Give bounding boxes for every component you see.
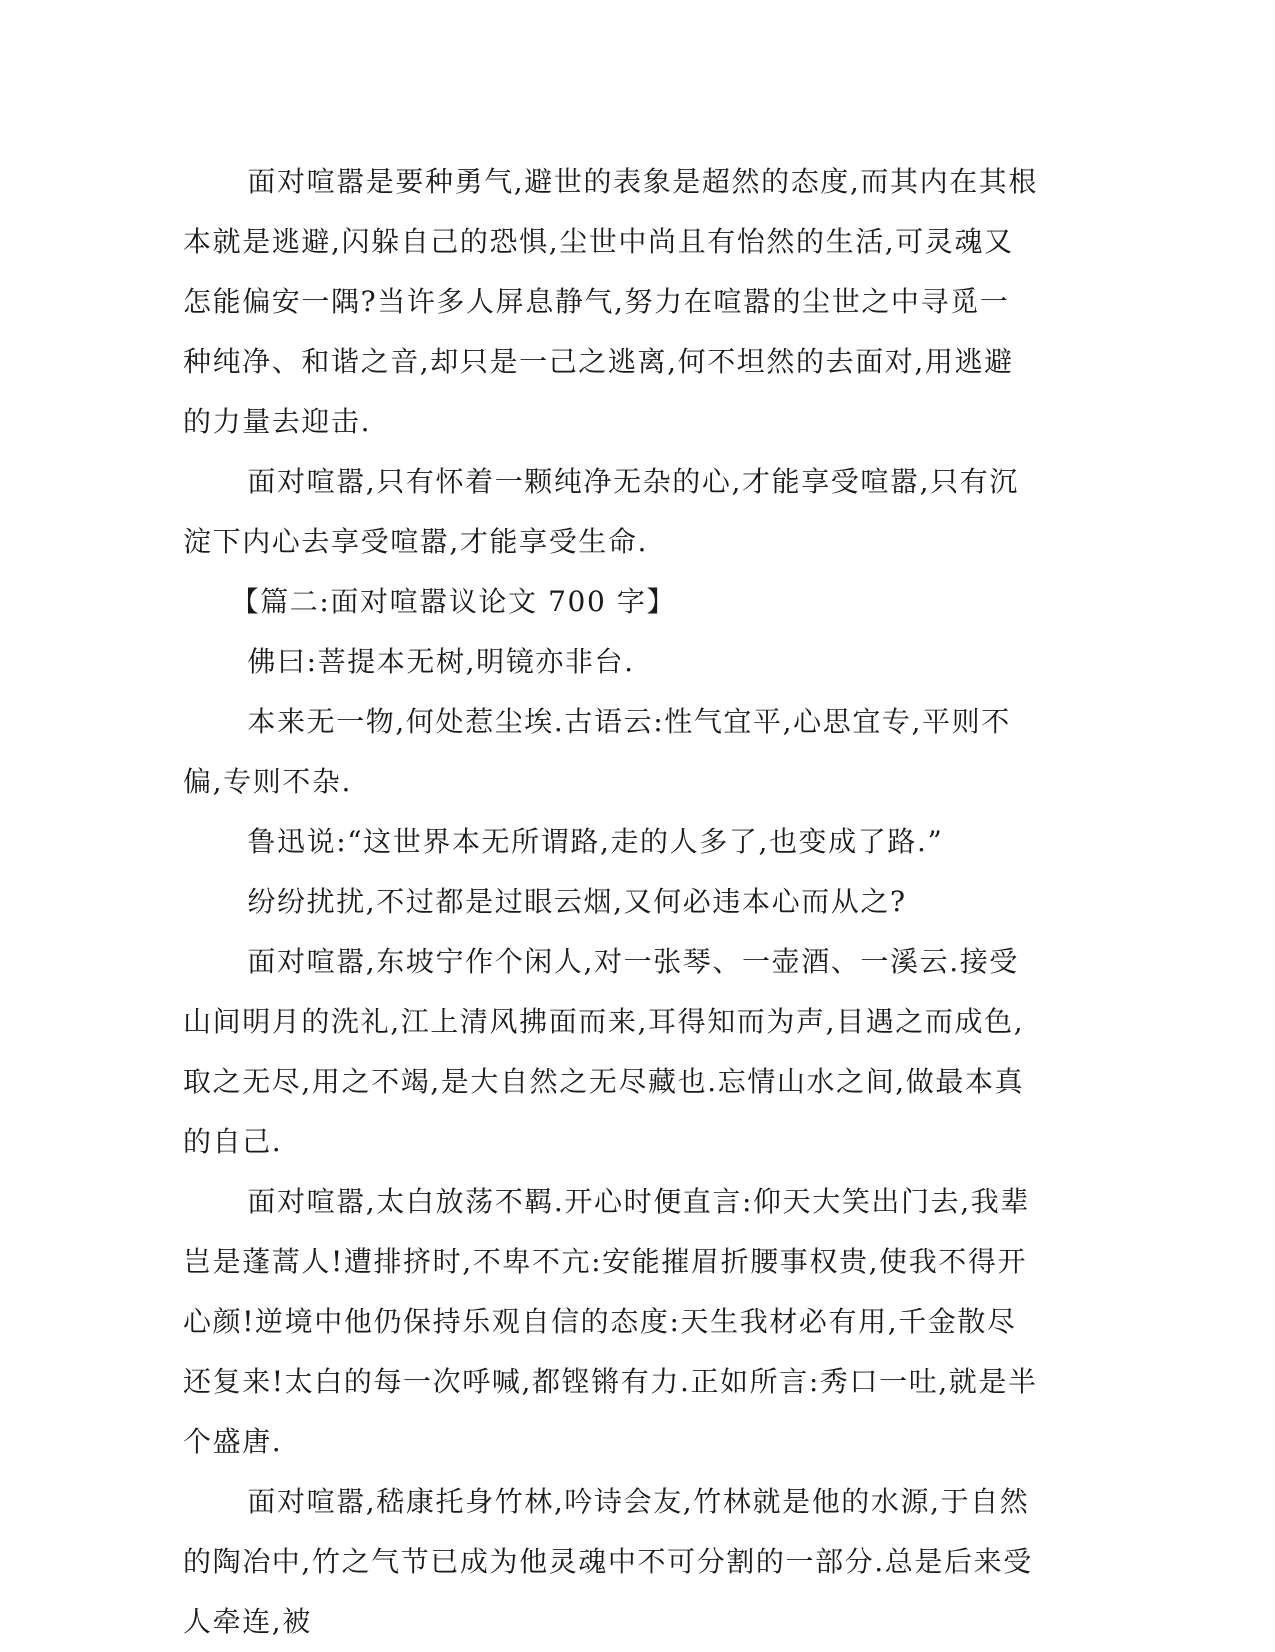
paragraph: 面对喧嚣,太白放荡不羁.开心时便直言:仰天大笑出门去,我辈岂是蓬蒿人!遭排挤时,不卑不亢:安能摧眉折腰事权贵,使我不得开心颜!逆境中他仍保持乐观自信的态度:天生我材必有用,千金散尽还复来!太白的每一次呼喊,都铿锵有力.正如所言:秀口一吐,就是半个盛唐. — [183, 1185, 1038, 1458]
paragraph: 面对喧嚣,东坡宁作个闲人,对一张琴、一壶酒、一溪云.接受山间明月的洗礼,江上清风拂面而来,耳得知而为声,目遇之而成色,取之无尽,用之不竭,是大自然之无尽藏也.忘情山水之间,做最本真的自己. — [183, 945, 1025, 1158]
paragraph: 面对喧嚣是要种勇气,避世的表象是超然的态度,而其内在其根本就是逃避,闪躲自己的恐惧,尘世中尚且有怡然的生活,可灵魂又怎能偏安一隅?当许多人屏息静气,努力在喧嚣的尘世之中寻觅一种纯净、和谐之音,却只是一己之逃离,何不坦然的去面对,用逃避的力量去迎击. — [183, 165, 1038, 438]
paragraph: 纷纷扰扰,不过都是过眼云烟,又何必违本心而从之? — [247, 885, 907, 918]
paragraph: 本来无一物,何处惹尘埃.古语云:性气宜平,心思宜专,平则不偏,专则不杂. — [183, 705, 1011, 798]
section-heading: 【篇二:面对喧嚣议论文 700 字】 — [230, 585, 677, 618]
paragraph: 佛曰:菩提本无树,明镜亦非台. — [247, 645, 635, 678]
paragraph: 鲁迅说:“这世界本无所谓路,走的人多了,也变成了路.” — [247, 825, 944, 858]
paragraph: 面对喧嚣,只有怀着一颗纯净无杂的心,才能享受喧嚣,只有沉淀下内心去享受喧嚣,才能享受生命. — [183, 465, 1019, 558]
document-body — [183, 152, 1038, 1652]
paragraph: 面对喧嚣,嵇康托身竹林,吟诗会友,竹林就是他的水源,于自然的陶冶中,竹之气节已成为他灵魂中不可分割的一部分.总是后来受人牵连,被 — [183, 1485, 1033, 1638]
